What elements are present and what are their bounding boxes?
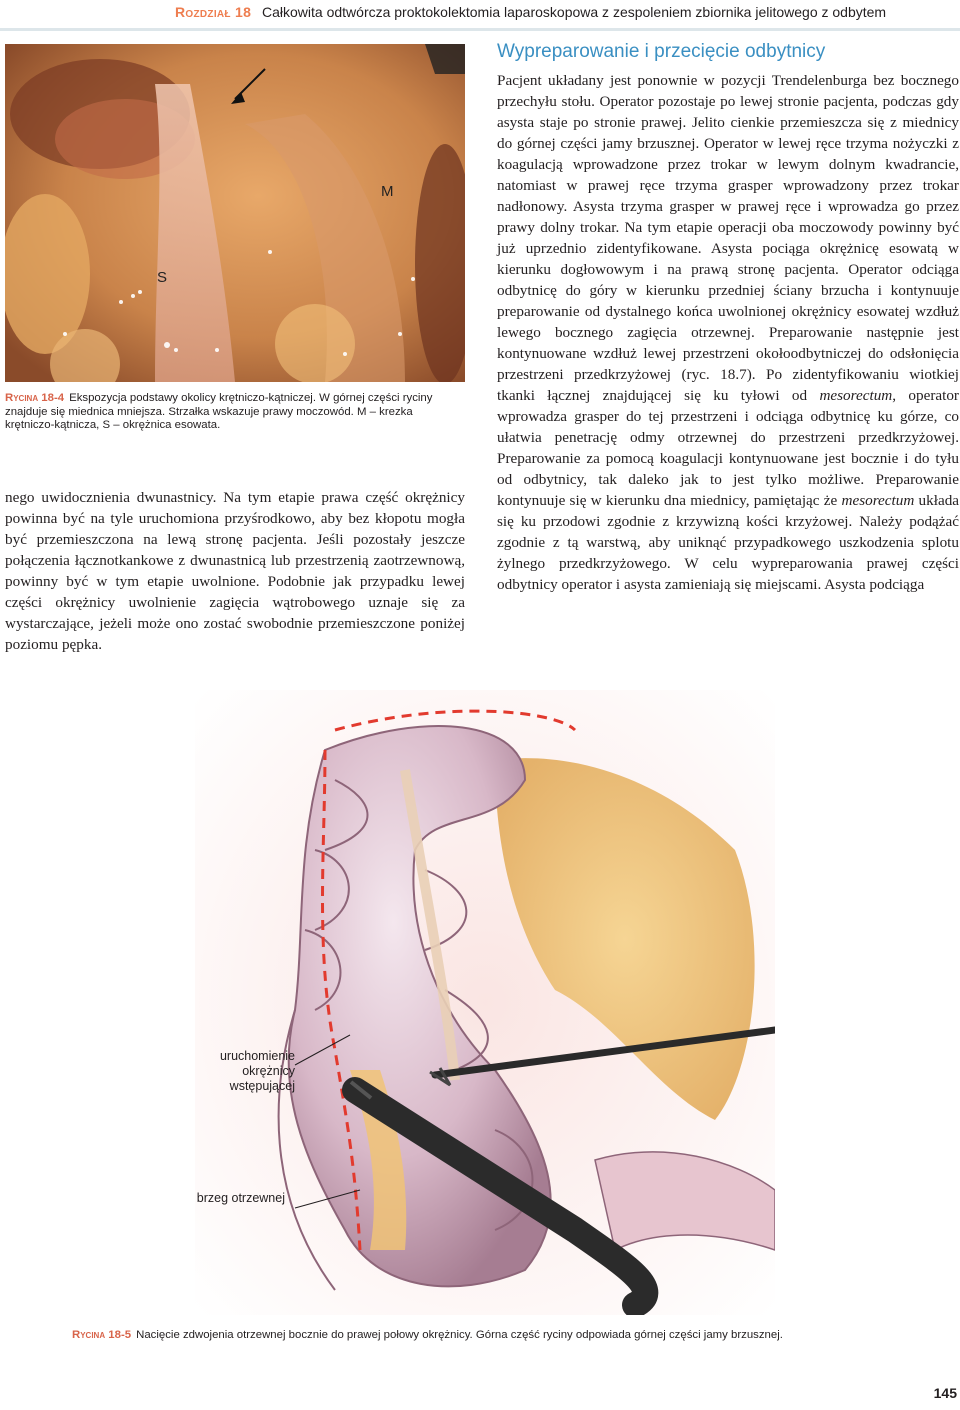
chapter-title: Całkowita odtwórcza proktokolektomia laparoskopowa z zespoleniem zbiornika jelitowego z odbytem <box>262 4 887 20</box>
label-ascending-colon-mobilization: uruchomienie okrężnicy wstępującej <box>219 1049 295 1093</box>
page-number: 145 <box>933 1385 957 1401</box>
right-column-text <box>497 70 959 595</box>
left-column-text: nego uwidocznienia dwunastnicy. Na tym etapie prawa część okrężnicy powinna być na tyle uruchomiona przyśrodkowo, aby bez kłopotu mogła być przemieszczona na lewą stronę pacjenta. Jeśli pozostały jeszcze połączenia łącznotkankowe z dwunastnicą lub przestrzenią zaotrzewnową, powinny być w tym etapie uwolnione. Podobnie jak przypadku lewej części okrężnicy uwolnienie zagięcia wątrobowego uznaje się za wystarczające, jeżeli może ono zostać swobodnie przemieszczone poniżej poziomu pępka. <box>5 489 465 653</box>
caption-text: Nacięcie zdwojenia otrzewnej bocznie do prawej połowy okrężnicy. Górna część ryciny odpowiada górnej części jamy brzusznej. <box>136 1329 783 1341</box>
section-heading: Wypreparowanie i przecięcie odbytnicy <box>497 41 826 62</box>
paragraph-part-3: układa się ku przodowi zgodnie z krzywizną kości krzyżowej. Należy podążać zgodnie z tą warstwą, aby uniknąć przypadkowego uszkodzenia splotu żylnego przedkrzyżowego. W celu wypreparowania prawej części odbytnicy operator i asysta zamieniają się miejscami. Asysta podciąga <box>497 492 960 593</box>
figure-18-5-illustration <box>195 690 775 1315</box>
figure-18-4-photo <box>5 44 465 382</box>
label-s: S <box>157 269 168 286</box>
paragraph-part-2: , operator wprowadza grasper do tej przestrzeni i odciąga odbytnicę ku górze, co ułatwia penetrację odmy otrzewnej do przestrzeni przedkrzyżowej. Preparowanie za pomocą koagulacji kontynuowane jest bocznie i do tyłu od odbytnicy, tak daleko jak to jest tylko możliwe. Preparowanie kontynuuje się w kierunku dna miednicy, pamiętając że <box>497 387 959 509</box>
italic-term: mesorectum <box>841 492 915 509</box>
laparoscopic-photo <box>5 44 465 382</box>
italic-term: mesorectum <box>819 387 893 404</box>
paragraph-part-1: Pacjent układany jest ponownie w pozycji Trendelenburga bez bocznego przechyłu stołu. Operator pozostaje po lewej stronie pacjenta, podczas gdy asysta staje po stronie prawej. Jelito cienkie przemieszcza się z miednicy do górnej części jamy brzusznej. Operator w lewej ręce trzyma nożyczki z koagulacją wprowadzone przez trokar w lewym dolnym kwadrancie, natomiast w prawej ręce trzyma grasper wprowadzony przez trokar nadłonowy. Asysta trzyma grasper w prawej ręce i wprowadza go przez prawy dolny trokar. Na tym etapie operacji oba moczowody powinny być już uprzednio zidentyfikowane. Asysta pociąga okrężnicę esowatą w kierunku dogłowowym i na prawą stronę pacjenta. Operator odciąga odbytnicę do góry w kierunku przedniej ściany brzucha i kontynuuje preparowanie od dystalnego końca uwolnionej okrężnicy esowatej wzdłuż lewego bocznego zagięcia otrzewnej. Preparowanie następnie jest kontynuowane wzdłuż lewej przestrzeni okołoodbytniczej do odsłonięcia przestrzeni przedkrzyżowej (ryc. 18.7). Po zidentyfikowaniu wiotkiej tkanki łącznej znajdującej się ku tyłowi od <box>497 72 959 404</box>
figure-18-5-caption <box>72 1329 952 1343</box>
figure-number: Rycina 18-4 <box>5 392 65 404</box>
anatomical-drawing <box>195 690 775 1315</box>
caption-text: Ekspozycja podstawy okolicy krętniczo-kątniczej. W górnej części ryciny znajduje się miednica mniejsza. Strzałka wskazuje prawy moczowód. M – krezka krętniczo-kątnicza, S – okrężnica esowata. <box>5 392 433 432</box>
figure-number: Rycina 18-5 <box>72 1329 132 1341</box>
label-peritoneal-edge: brzeg otrzewnej <box>196 1191 285 1205</box>
chapter-label: Rozdział 18 <box>175 4 252 20</box>
header-rule <box>0 28 960 31</box>
label-m: M <box>381 183 394 200</box>
figure-18-4-caption <box>5 392 465 433</box>
